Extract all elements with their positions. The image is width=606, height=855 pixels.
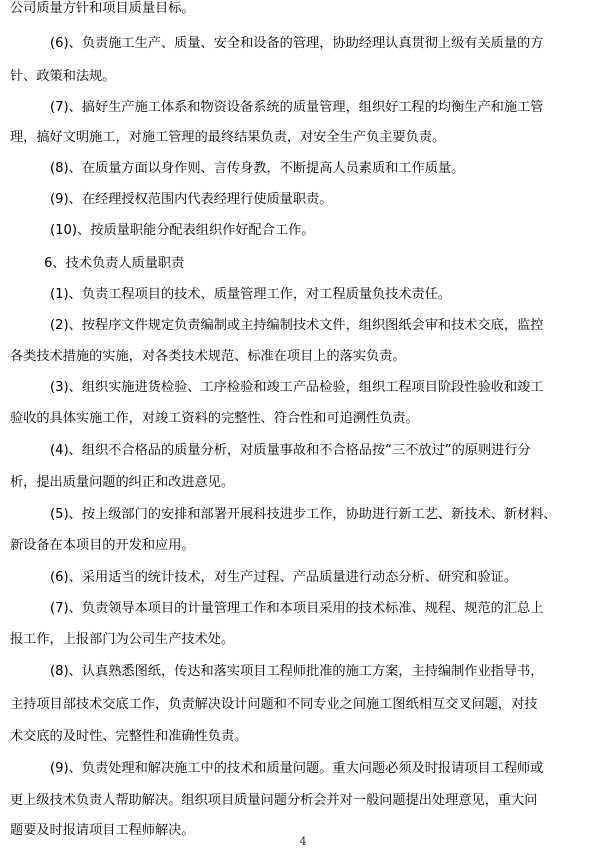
text-line: (7)、搞好生产施工体系和物资设备系统的质量管理，组织好工程的均衡生产和施工管 — [50, 100, 544, 115]
text-line: (6)、采用适当的统计技术，对生产过程、产品质量进行动态分析、研究和验证。 — [50, 570, 518, 585]
text-line: (4)、组织不合格品的质量分析，对质量事故和不合格品按“三不放过”的原则进行分 — [50, 443, 531, 458]
text-line: (3)、组织实施进货检验、工序检验和竣工产品检验，组织工程项目阶段性验收和竣工 — [50, 380, 544, 395]
text-line: (1)、负责工程项目的技术、质量管理工作，对工程质量负技术责任。 — [50, 287, 452, 302]
text-line: 验收的具体实施工作，对竣工资料的完整性、符合性和可追溯性负责。 — [10, 411, 419, 426]
text-line: (8)、在质量方面以身作则、言传身教，不断提高人员素质和工作质量。 — [50, 161, 465, 176]
text-line: (7)、负责领导本项目的计量管理工作和本项目采用的技术标准、规程、规范的汇总上 — [50, 601, 544, 616]
text-line: 题要及时报请项目工程师解决。 — [10, 823, 195, 838]
text-line: (9)、在经理授权范围内代表经理行使质量职责。 — [50, 192, 333, 207]
text-line: 主持项目部技术交底工作，负责解决设计问题和不同专业之间施工图纸相互交叉问题，对技 — [10, 697, 538, 712]
text-line: 析，提出质量问题的纠正和改进意见。 — [10, 475, 235, 490]
text-line: 更上级技术负责人帮助解决。组织项目质量问题分析会并对一般问题提出处理意见，重大问 — [10, 793, 538, 808]
text-line: 报工作，上报部门为公司生产技术处。 — [10, 632, 235, 647]
text-line: (10)、按质量职能分配表组织作好配合工作。 — [50, 223, 315, 238]
text-line: (5)、按上级部门的安排和部署开展科技进步工作，协助进行新工艺、新技术、新材料、 — [50, 507, 557, 522]
section-heading: 6、技术负责人质量职责 — [44, 256, 185, 271]
text-line: 针、政策和法规。 — [10, 69, 116, 84]
text-line: 理，搞好文明施工，对施工管理的最终结果负责，对安全生产负主要负责。 — [10, 130, 446, 145]
text-line: (2)、按程序文件规定负责编制或主持编制技术文件，组织图纸会审和技术交底，监控 — [50, 318, 544, 333]
text-line: 术交底的及时性、完整性和准确性负责。 — [10, 729, 248, 744]
text-line: 各类技术措施的实施，对各类技术规范、标准在项目上的落实负责。 — [10, 349, 406, 364]
text-line: (6)、负责施工生产、质量、安全和设备的管理，协助经理认真贯彻上级有关质量的方 — [50, 36, 544, 51]
text-line: 公司质量方针和项目质量目标。 — [10, 1, 195, 16]
text-line: (9)、负责处理和解决施工中的技术和质量问题。重大问题必须及时报请项目工程师或 — [50, 761, 544, 776]
page-number: 4 — [299, 835, 307, 848]
text-line: (8)、认真熟悉图纸，传达和落实项目工程师批准的施工方案，主持编制作业指导书， — [50, 664, 544, 679]
text-line: 新设备在本项目的开发和应用。 — [10, 538, 195, 553]
